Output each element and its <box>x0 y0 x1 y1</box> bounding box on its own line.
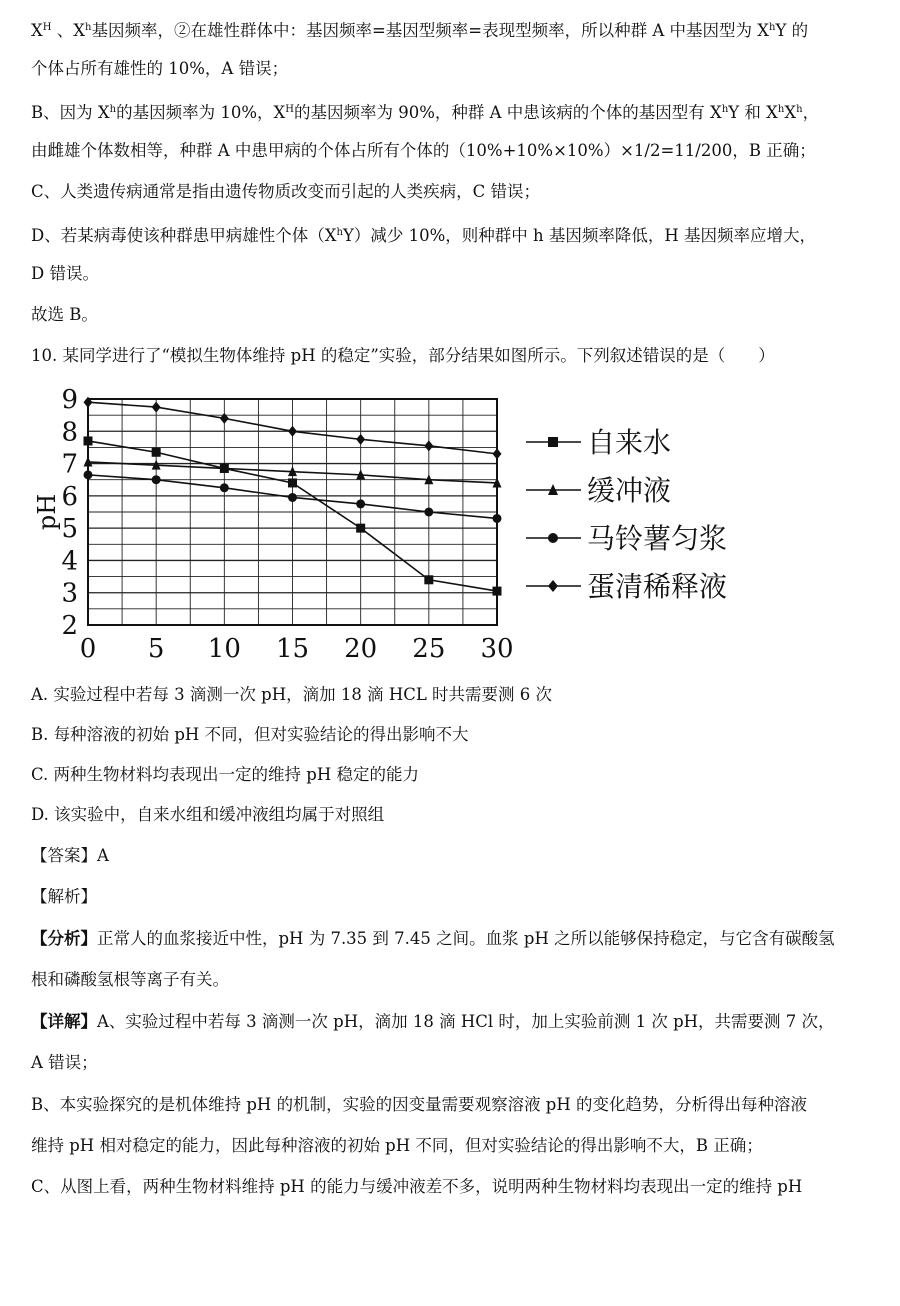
text-line <box>31 222 876 247</box>
detail-line: 维持 pH 相对稳定的能力，因此每种溶液的初始 pH 不同，但对实验结论的得出影响不大，B 正确； <box>31 1136 763 1155</box>
text-run: Y）减少 10%，则种群中 h 基因频率降低，H 基因频率应增大， <box>342 226 816 245</box>
data-point <box>493 448 502 459</box>
data-point <box>288 426 297 437</box>
x-tick-label: 30 <box>480 634 514 664</box>
detail-line <box>31 1011 876 1033</box>
question-stem: 10. 某同学进行了“模拟生物体维持 pH 的稳定”实验，部分结果如图所示。下列叙述错误的是（ ） <box>31 346 775 365</box>
data-point <box>424 575 433 584</box>
y-tick-label: 5 <box>61 514 78 545</box>
detail-tag: 【详解】 <box>31 1012 97 1031</box>
text-run: 基因频率，②在雄性群体中：基因频率=基因型频率=表现型频率，所以种群 A 中基因型为 X <box>91 21 769 40</box>
ph-chart <box>31 382 761 672</box>
legend-marker <box>548 580 558 592</box>
text-run: A、实验过程中若每 3 滴测一次 pH，滴加 18 滴 HCl 时，加上实验前测 1 次 pH，共需要测 7 次， <box>97 1012 835 1031</box>
detail-line: B、本实验探究的是机体维持 pH 的机制，实验的因变量需要观察溶液 pH 的变化趋势，分析得出每种溶液 <box>31 1095 808 1114</box>
legend-label: 自来水 <box>587 426 672 459</box>
superscript: h <box>769 22 776 33</box>
text-run: 的基因频率为 90%，种群 A 中患该病的个体的基因型有 X <box>293 103 722 122</box>
x-tick-label: 25 <box>412 634 446 664</box>
text-line <box>31 99 876 124</box>
y-tick-label: 9 <box>61 385 78 415</box>
legend-marker <box>548 533 558 543</box>
superscript: H <box>285 104 294 115</box>
text-run: D、若某病毒使该种群患甲病雄性个体（X <box>31 226 337 245</box>
data-point <box>220 413 229 424</box>
analysis-line: 根和磷酸氢根等离子有关。 <box>31 970 229 989</box>
y-tick-label: 3 <box>61 578 78 609</box>
text-run: X <box>784 103 797 122</box>
data-point <box>356 499 365 508</box>
text-line <box>31 17 876 42</box>
superscript: h <box>336 227 343 238</box>
legend-label: 马铃薯匀浆 <box>587 522 728 555</box>
option-d: D. 该实验中，自来水组和缓冲液组均属于对照组 <box>31 805 385 824</box>
x-tick-label: 15 <box>275 634 310 664</box>
data-point <box>356 524 365 533</box>
detail-line: A 错误； <box>31 1053 98 1072</box>
text-run: Y 的 <box>775 21 809 40</box>
y-tick-label: 4 <box>61 546 78 577</box>
text-run: ， <box>802 103 820 122</box>
x-tick-label: 0 <box>79 634 97 664</box>
data-point <box>152 448 161 457</box>
legend-label: 蛋清稀释液 <box>587 570 728 603</box>
data-point <box>288 478 297 487</box>
ph-line-chart <box>31 382 761 672</box>
option-c: C. 两种生物材料均表现出一定的维持 pH 稳定的能力 <box>31 765 419 784</box>
x-tick-label: 20 <box>344 634 378 664</box>
option-a: A. 实验过程中若每 3 滴测一次 pH，滴加 18 滴 HCL 时共需要测 6 次 <box>31 685 553 704</box>
text-line: D 错误。 <box>31 264 99 283</box>
data-point <box>493 587 502 596</box>
superscript: h <box>721 104 729 115</box>
text-run: 、X <box>56 21 85 40</box>
superscript: h <box>109 104 117 115</box>
data-point <box>152 475 161 484</box>
data-point <box>493 514 502 523</box>
text-run: Y 和 X <box>728 103 778 122</box>
analysis-title: 【解析】 <box>31 887 97 906</box>
y-tick-label: 6 <box>61 481 78 512</box>
analysis-line <box>31 928 876 950</box>
y-tick-label: 2 <box>61 611 78 641</box>
data-point <box>220 483 229 492</box>
y-tick-label: 7 <box>61 449 78 480</box>
text-line: C、人类遗传病通常是指由遗传物质改变而引起的人类疾病，C 错误； <box>31 182 540 201</box>
data-point <box>152 402 161 413</box>
y-axis-label: pH <box>33 493 61 531</box>
text-run: 正常人的血浆接近中性，pH 为 7.35 到 7.45 之间。血浆 pH 之所以能够保持稳定，与它含有碳酸氢 <box>97 929 835 948</box>
x-tick-label: 10 <box>207 634 241 664</box>
y-tick-label: 8 <box>61 417 78 448</box>
legend-marker <box>548 437 558 447</box>
option-b: B. 每种溶液的初始 pH 不同，但对实验结论的得出影响不大 <box>31 725 469 744</box>
data-point <box>424 508 433 517</box>
legend-label: 缓冲液 <box>587 474 672 507</box>
text-line: 个体占所有雄性的 10%，A 错误； <box>31 59 289 78</box>
data-point <box>288 493 297 502</box>
detail-line: C、从图上看，两种生物材料维持 pH 的能力与缓冲液差不多，说明两种生物材料均表现出一定的维持 pH <box>31 1177 803 1196</box>
data-point <box>424 440 433 451</box>
data-point <box>84 436 93 445</box>
answer: 【答案】A <box>31 846 109 865</box>
analysis-tag: 【分析】 <box>31 929 97 948</box>
superscript: h <box>777 104 785 115</box>
superscript: h <box>84 22 92 33</box>
text-run: 的基因频率为 10%，X <box>116 103 286 122</box>
text-line: 故选 B。 <box>31 305 98 324</box>
data-point <box>356 434 365 445</box>
superscript: h <box>796 104 803 115</box>
text-line: 由雌雄个体数相等，种群 A 中患甲病的个体占所有个体的（10%+10%×10%）×1/2=11/200，B 正确； <box>31 141 816 160</box>
text-run: X <box>31 21 43 40</box>
text-run: B、因为 X <box>31 103 110 122</box>
x-tick-label: 5 <box>147 634 165 664</box>
superscript: H <box>42 22 52 33</box>
data-point <box>84 470 93 479</box>
